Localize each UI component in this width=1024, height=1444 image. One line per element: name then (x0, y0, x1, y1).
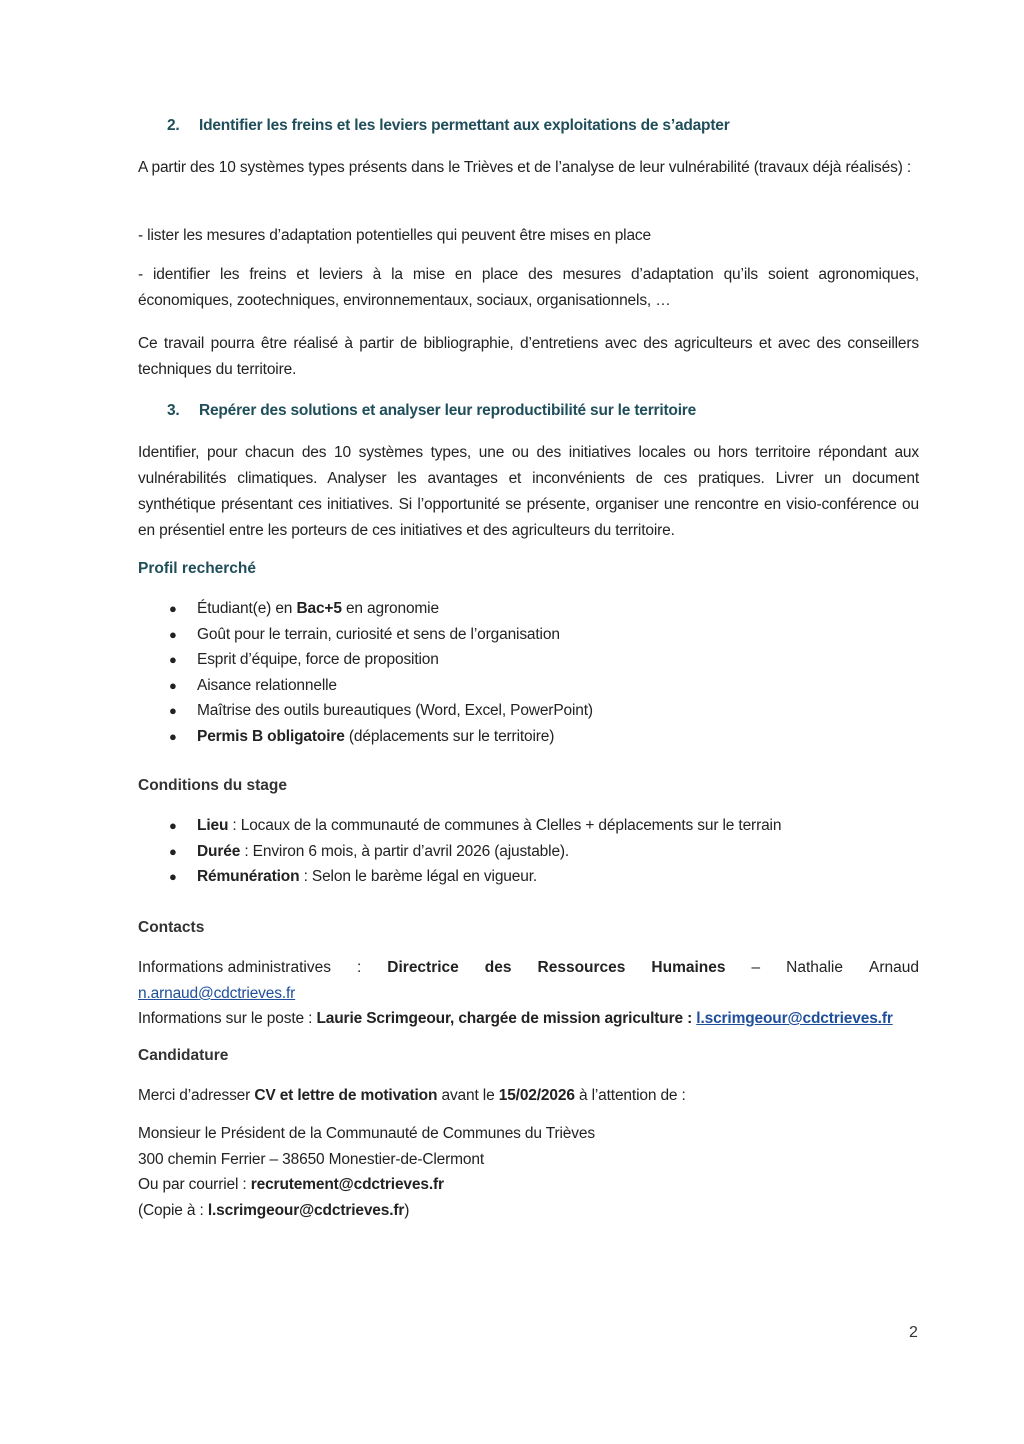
section-2-method: Ce travail pourra être réalisé à partir de bibliographie, d’entretiens avec des agriculteurs et avec des conseillers techniques du territoire. (138, 335, 919, 378)
section-2-heading (167, 117, 730, 135)
post-email-link[interactable]: l.scrimgeour@cdctrieves.fr (696, 1010, 893, 1027)
section-number: 2. (167, 117, 180, 134)
admin-email-link[interactable]: n.arnaud@cdctrieves.fr (138, 985, 296, 1002)
section-3-body: Identifier, pour chacun des 10 systèmes types, une ou des initiatives locales ou hors territoire répondant aux vulnérabilités climatiques. Analyser les avantages et inconvénients de ces pratiques. Livrer un document synthétique présentant ces initiatives. Si l’opportunité se présente, organiser une rencontre en visio-conférence ou en présentiel entre les porteurs de ces initiatives et des agriculteurs du territoire. (138, 444, 919, 539)
section-title: Identifier les freins et les leviers permettant aux exploitations de s’adapter (199, 117, 730, 134)
application-email[interactable]: recrutement@cdctrieves.fr (250, 1176, 444, 1193)
section-number: 3. (167, 402, 180, 419)
application-heading: Candidature (138, 1047, 229, 1064)
section-2-item-2: - identifier les freins et leviers à la mise en place des mesures d’adaptation qu’ils soient agronomiques, économiques, zootechniques, environnementaux, sociaux, organisationnels, … (138, 266, 919, 309)
condition-item: ● Durée : Environ 6 mois, à partir d’avril 2026 (ajustable). (138, 839, 919, 865)
bullet-icon: ● (169, 843, 177, 859)
bullet-icon: ● (169, 728, 177, 744)
application-email-line: Ou par courriel : recrutement@cdctrieves.fr (138, 1176, 444, 1193)
copy-email[interactable]: l.scrimgeour@cdctrieves.fr (207, 1202, 405, 1219)
profile-item: ● Étudiant(e) en Bac+5 en agronomie (138, 596, 919, 622)
profile-item: ● Esprit d’équipe, force de proposition (138, 647, 919, 673)
section-title: Repérer des solutions et analyser leur reproductibilité sur le territoire (199, 402, 697, 419)
conditions-list (138, 813, 919, 890)
address-line-1: Monsieur le Président de la Communauté de Communes du Trièves (138, 1125, 595, 1142)
post-contact-line: Informations sur le poste : Laurie Scrimgeour, chargée de mission agriculture : l.scrimgeour@cdctrieves.fr (138, 1010, 893, 1027)
profile-heading: Profil recherché (138, 560, 257, 577)
condition-item: ● Rémunération : Selon le barème légal en vigueur. (138, 864, 919, 890)
bullet-icon: ● (169, 869, 177, 884)
bullet-icon: ● (169, 818, 177, 833)
profile-item: ● Goût pour le terrain, curiosité et sens de l’organisation (138, 622, 919, 648)
admin-email-line (138, 981, 919, 1007)
application-instructions: Merci d’adresser CV et lettre de motivation avant le 15/02/2026 à l’attention de : (138, 1087, 686, 1104)
profile-list (138, 596, 919, 749)
admin-contact-line: Informations administratives : Directrice des Ressources Humaines – Nathalie Arnaud (138, 959, 919, 976)
bullet-icon: ● (169, 677, 177, 693)
contacts-heading: Contacts (138, 919, 205, 936)
bullet-icon: ● (169, 601, 177, 616)
profile-item: ● Aisance relationnelle (138, 673, 919, 699)
condition-item: ● Lieu : Locaux de la communauté de communes à Clelles + déplacements sur le terrain (138, 813, 919, 839)
bullet-icon: ● (169, 703, 177, 718)
address-line-2: 300 chemin Ferrier – 38650 Monestier-de-Clermont (138, 1151, 485, 1168)
section-2-intro: A partir des 10 systèmes types présents dans le Trièves et de l’analyse de leur vulnérabilité (travaux déjà réalisés) : (138, 159, 912, 176)
bullet-icon: ● (169, 652, 177, 667)
profile-item: ● Permis B obligatoire (déplacements sur le territoire) (138, 724, 919, 750)
section-2-item-1: - lister les mesures d’adaptation potentielles qui peuvent être mises en place (138, 227, 652, 244)
page-number: 2 (909, 1324, 918, 1341)
conditions-heading: Conditions du stage (138, 777, 287, 794)
bullet-icon: ● (169, 626, 177, 642)
application-copy-line: (Copie à : l.scrimgeour@cdctrieves.fr) (138, 1202, 410, 1219)
section-3-heading (167, 402, 696, 420)
profile-item: ● Maîtrise des outils bureautiques (Word, Excel, PowerPoint) (138, 698, 919, 724)
